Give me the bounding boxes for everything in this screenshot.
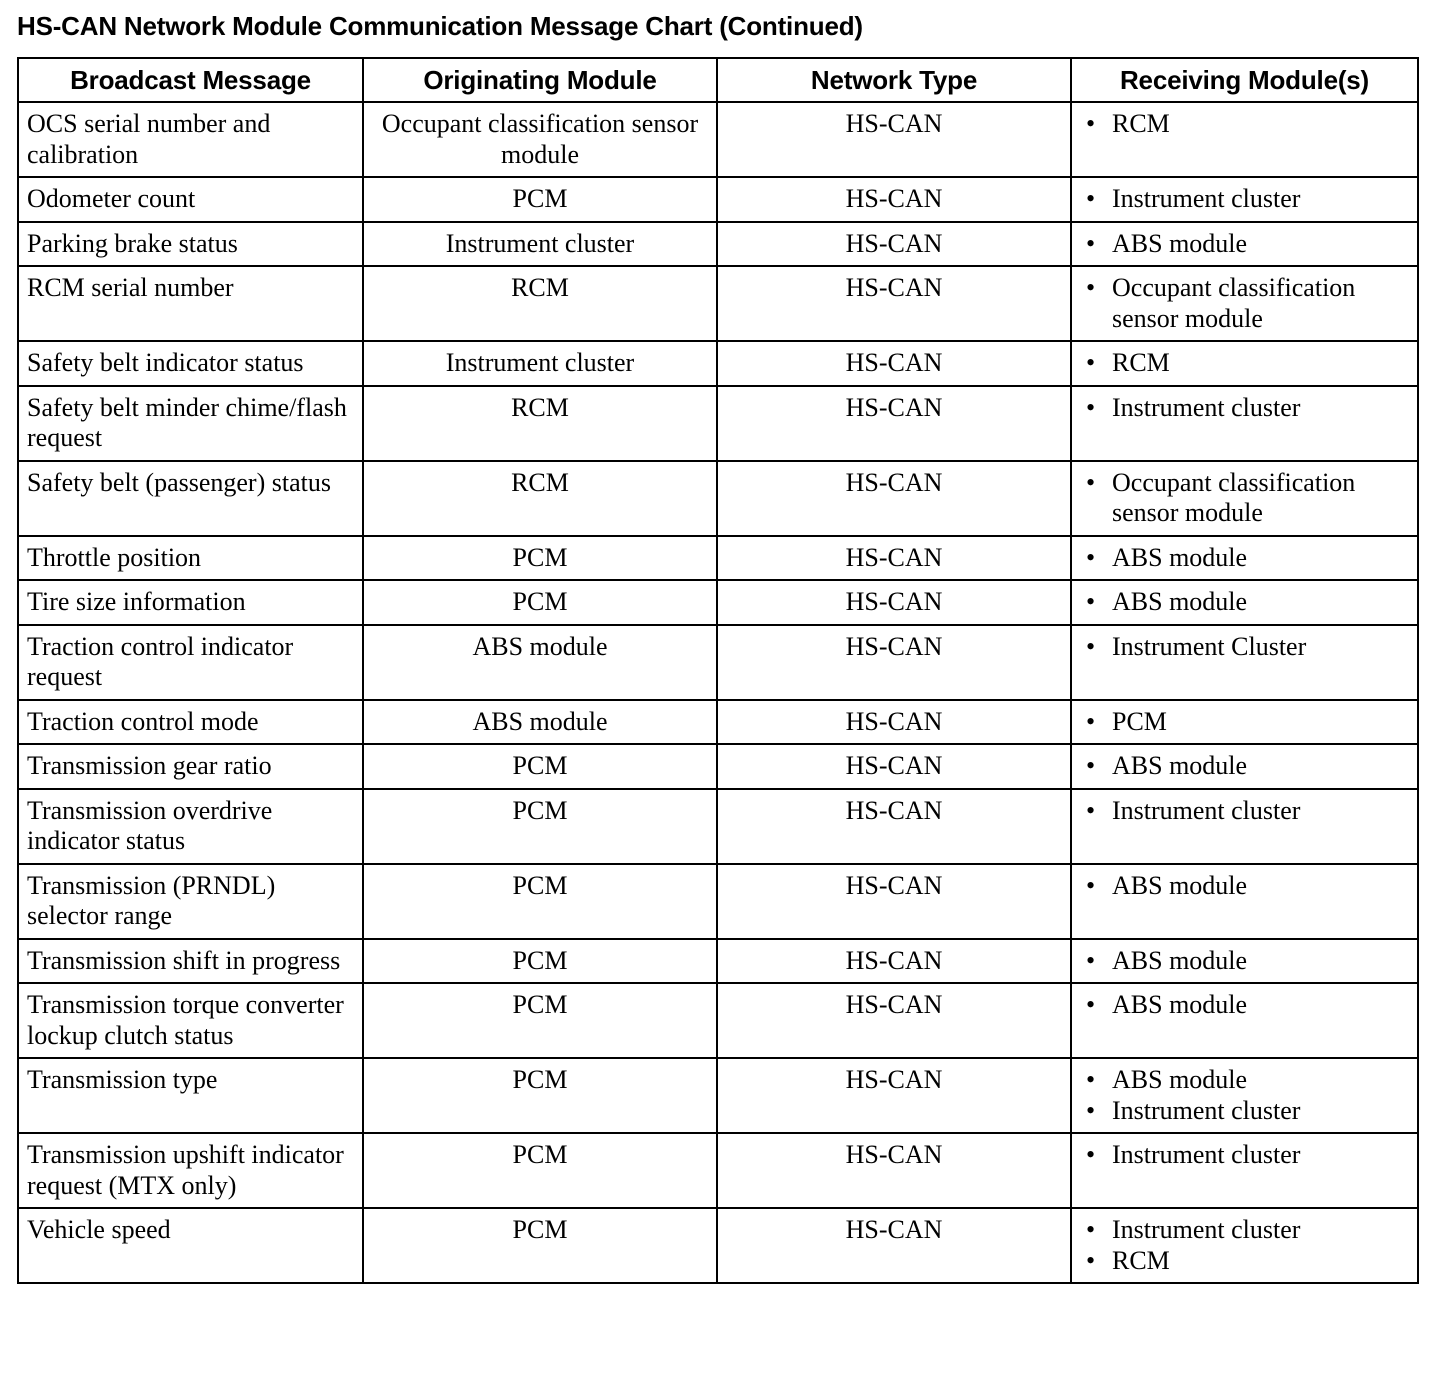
bullet-icon: • [1086, 1245, 1096, 1275]
receiving-modules-cell [1071, 341, 1418, 386]
receiving-module-item [1086, 1096, 1411, 1127]
network-type-cell: HS-CAN [717, 1058, 1071, 1133]
originating-module-cell: PCM [363, 983, 717, 1058]
bullet-icon: • [1086, 392, 1096, 422]
originating-module-cell: RCM [363, 461, 717, 536]
network-type-cell: HS-CAN [717, 386, 1071, 461]
broadcast-message-cell: Safety belt (passenger) status [18, 461, 363, 536]
receiving-module-label: ABS module [1112, 542, 1248, 572]
table-row [18, 1058, 1418, 1133]
receiving-module-label: PCM [1112, 706, 1167, 736]
receiving-module-item [1086, 990, 1411, 1021]
message-chart-table [17, 57, 1419, 1284]
broadcast-message-cell: Tire size information [18, 580, 363, 625]
bullet-icon: • [1086, 870, 1096, 900]
originating-module-cell: Occupant classification sensor module [363, 102, 717, 177]
broadcast-message-cell: Traction control mode [18, 700, 363, 745]
receiving-modules-cell [1071, 625, 1418, 700]
page-title: HS-CAN Network Module Communication Message Chart (Continued) [17, 11, 863, 41]
bullet-icon: • [1086, 542, 1096, 572]
broadcast-message-cell: Transmission shift in progress [18, 939, 363, 984]
network-type-cell: HS-CAN [717, 1208, 1071, 1283]
receiving-module-item [1086, 751, 1411, 782]
broadcast-message-cell: Parking brake status [18, 222, 363, 267]
table-row [18, 1133, 1418, 1208]
receiving-module-item [1086, 393, 1411, 424]
receiving-modules-cell [1071, 1058, 1418, 1133]
receiving-module-item [1086, 1215, 1411, 1246]
bullet-icon: • [1086, 1140, 1096, 1169]
receiving-modules-cell [1071, 177, 1418, 222]
receiving-modules-cell [1071, 864, 1418, 939]
receiving-module-label: Occupant classification sensor module [1112, 273, 1356, 333]
network-type-cell: HS-CAN [717, 580, 1071, 625]
broadcast-message-cell: Transmission torque converter lockup clutch status [18, 983, 363, 1058]
network-type-cell: HS-CAN [717, 864, 1071, 939]
bullet-icon: • [1086, 631, 1096, 661]
table-row [18, 983, 1418, 1058]
bullet-icon: • [1086, 109, 1096, 138]
receiving-module-label: RCM [1112, 1245, 1170, 1275]
broadcast-message-cell: Traction control indicator request [18, 625, 363, 700]
originating-module-cell: ABS module [363, 700, 717, 745]
receiving-modules-cell [1071, 386, 1418, 461]
receiving-module-item [1086, 707, 1411, 738]
receiving-modules-cell [1071, 536, 1418, 581]
receiving-module-label: RCM [1112, 348, 1170, 377]
receiving-module-item [1086, 109, 1411, 140]
table-row [18, 177, 1418, 222]
bullet-icon: • [1086, 273, 1096, 302]
table-row [18, 700, 1418, 745]
receiving-module-label: Instrument Cluster [1112, 631, 1307, 661]
table-header [18, 58, 1418, 102]
bullet-icon: • [1086, 1215, 1096, 1244]
receiving-module-label: Instrument cluster [1112, 1215, 1301, 1244]
bullet-icon: • [1086, 184, 1096, 213]
network-type-cell: HS-CAN [717, 536, 1071, 581]
bullet-icon: • [1086, 751, 1096, 780]
receiving-module-label: ABS module [1112, 870, 1248, 900]
header-row [18, 58, 1418, 102]
broadcast-message-cell: OCS serial number and calibration [18, 102, 363, 177]
receiving-module-item [1086, 1140, 1411, 1171]
bullet-icon: • [1086, 706, 1096, 736]
table-row [18, 580, 1418, 625]
broadcast-message-cell: Transmission type [18, 1058, 363, 1133]
receiving-module-label: Instrument cluster [1112, 184, 1301, 213]
bullet-icon: • [1086, 467, 1096, 497]
network-type-cell: HS-CAN [717, 939, 1071, 984]
broadcast-message-cell: Transmission (PRNDL) selector range [18, 864, 363, 939]
receiving-modules-cell [1071, 1133, 1418, 1208]
originating-module-cell: PCM [363, 580, 717, 625]
receiving-modules-cell [1071, 461, 1418, 536]
bullet-icon: • [1086, 795, 1096, 825]
network-type-cell: HS-CAN [717, 625, 1071, 700]
receiving-modules-cell [1071, 102, 1418, 177]
receiving-module-label: Occupant classification sensor module [1112, 467, 1356, 527]
receiving-module-label: ABS module [1112, 228, 1248, 258]
receiving-module-item [1086, 1065, 1411, 1096]
receiving-module-item [1086, 543, 1411, 574]
bullet-icon: • [1086, 1065, 1096, 1094]
broadcast-message-cell: Safety belt minder chime/flash request [18, 386, 363, 461]
broadcast-message-cell: Transmission overdrive indicator status [18, 789, 363, 864]
network-type-cell: HS-CAN [717, 177, 1071, 222]
receiving-module-label: Instrument cluster [1112, 1140, 1301, 1169]
receiving-modules-cell [1071, 939, 1418, 984]
network-type-cell: HS-CAN [717, 266, 1071, 341]
network-type-cell: HS-CAN [717, 341, 1071, 386]
bullet-icon: • [1086, 228, 1096, 258]
receiving-module-label: Instrument cluster [1112, 795, 1301, 825]
receiving-module-label: ABS module [1112, 751, 1248, 780]
broadcast-message-cell: Throttle position [18, 536, 363, 581]
receiving-modules-cell [1071, 222, 1418, 267]
originating-module-cell: PCM [363, 789, 717, 864]
receiving-module-item [1086, 871, 1411, 902]
receiving-modules-cell [1071, 789, 1418, 864]
table-row [18, 386, 1418, 461]
column-header-network-type: Network Type [717, 58, 1071, 102]
originating-module-cell: Instrument cluster [363, 341, 717, 386]
receiving-module-label: ABS module [1112, 1065, 1248, 1094]
receiving-modules-cell [1071, 700, 1418, 745]
receiving-modules-cell [1071, 266, 1418, 341]
receiving-modules-cell [1071, 1208, 1418, 1283]
bullet-icon: • [1086, 587, 1096, 616]
table-row [18, 789, 1418, 864]
broadcast-message-cell: Odometer count [18, 177, 363, 222]
table-row [18, 341, 1418, 386]
originating-module-cell: Instrument cluster [363, 222, 717, 267]
bullet-icon: • [1086, 1095, 1096, 1125]
network-type-cell: HS-CAN [717, 461, 1071, 536]
table-row [18, 536, 1418, 581]
broadcast-message-cell: Safety belt indicator status [18, 341, 363, 386]
table-row [18, 266, 1418, 341]
originating-module-cell: PCM [363, 939, 717, 984]
table-row [18, 864, 1418, 939]
receiving-module-item [1086, 632, 1411, 663]
originating-module-cell: PCM [363, 1133, 717, 1208]
column-header-originating-module: Originating Module [363, 58, 717, 102]
receiving-module-label: RCM [1112, 109, 1170, 138]
column-header-broadcast-message: Broadcast Message [18, 58, 363, 102]
network-type-cell: HS-CAN [717, 102, 1071, 177]
table-row [18, 744, 1418, 789]
network-type-cell: HS-CAN [717, 1133, 1071, 1208]
receiving-module-item [1086, 1246, 1411, 1277]
broadcast-message-cell: Transmission gear ratio [18, 744, 363, 789]
receiving-module-item [1086, 184, 1411, 215]
originating-module-cell: PCM [363, 1058, 717, 1133]
receiving-module-item [1086, 468, 1411, 529]
originating-module-cell: ABS module [363, 625, 717, 700]
receiving-module-item [1086, 946, 1411, 977]
receiving-modules-cell [1071, 983, 1418, 1058]
originating-module-cell: RCM [363, 386, 717, 461]
receiving-module-label: ABS module [1112, 990, 1248, 1019]
receiving-module-label: ABS module [1112, 587, 1248, 616]
receiving-module-label: Instrument cluster [1112, 1095, 1301, 1125]
bullet-icon: • [1086, 945, 1096, 975]
table-row [18, 939, 1418, 984]
originating-module-cell: PCM [363, 536, 717, 581]
originating-module-cell: PCM [363, 177, 717, 222]
receiving-module-item [1086, 587, 1411, 618]
receiving-module-item [1086, 229, 1411, 260]
network-type-cell: HS-CAN [717, 789, 1071, 864]
receiving-module-label: Instrument cluster [1112, 392, 1301, 422]
originating-module-cell: PCM [363, 864, 717, 939]
bullet-icon: • [1086, 348, 1096, 377]
receiving-module-item [1086, 273, 1411, 334]
bullet-icon: • [1086, 990, 1096, 1019]
receiving-module-item [1086, 796, 1411, 827]
receiving-modules-cell [1071, 744, 1418, 789]
broadcast-message-cell: Vehicle speed [18, 1208, 363, 1283]
broadcast-message-cell: Transmission upshift indicator request (MTX only) [18, 1133, 363, 1208]
receiving-modules-cell [1071, 580, 1418, 625]
receiving-module-item [1086, 348, 1411, 379]
network-type-cell: HS-CAN [717, 222, 1071, 267]
network-type-cell: HS-CAN [717, 744, 1071, 789]
table-row [18, 1208, 1418, 1283]
table-row [18, 461, 1418, 536]
receiving-module-label: ABS module [1112, 945, 1248, 975]
table-row [18, 102, 1418, 177]
table-row [18, 222, 1418, 267]
table-row [18, 625, 1418, 700]
originating-module-cell: RCM [363, 266, 717, 341]
originating-module-cell: PCM [363, 1208, 717, 1283]
column-header-receiving-modules: Receiving Module(s) [1071, 58, 1418, 102]
table-body [18, 102, 1418, 1283]
network-type-cell: HS-CAN [717, 700, 1071, 745]
broadcast-message-cell: RCM serial number [18, 266, 363, 341]
network-type-cell: HS-CAN [717, 983, 1071, 1058]
originating-module-cell: PCM [363, 744, 717, 789]
